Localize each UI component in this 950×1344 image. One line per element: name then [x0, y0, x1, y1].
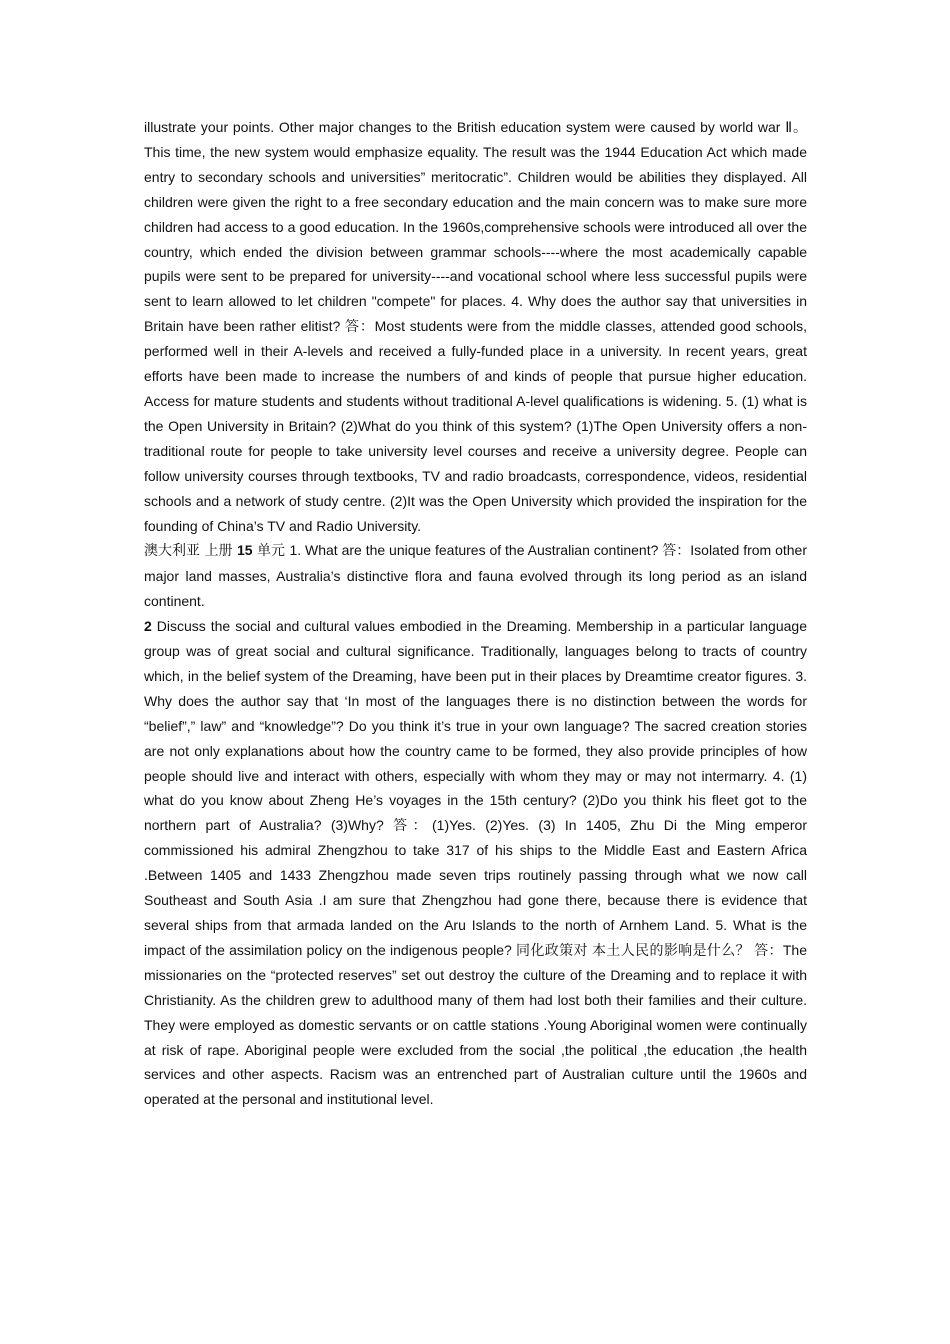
paragraph-dreaming — [144, 614, 807, 1112]
document-page — [144, 115, 807, 1112]
paragraph-australia-unit-heading — [144, 538, 807, 614]
unit-label-prefix: 澳大利亚 上册 — [144, 543, 237, 560]
unit-label-suffix: 单元 — [252, 543, 290, 560]
paragraph-britain-education: illustrate your points. Other major changes to the British education system were caused by world war Ⅱ。 This time, the new system would emphasize equality. The result was the 1944 Education Act which made entry to secondary schools and universities” meritocratic”. Children would be abilities they displayed. All children were given the right to a free secondary education and the main concern was to make sure more children had access to a good education. In the 1960s,comprehensive schools were introduced all over the country, which ended the division between grammar schools----where the most academically capable pupils were sent to be prepared for university----and vocational school where less successful pupils were sent to learn allowed to let children "compete" for places. 4. Why does the author say that universities in Britain have been rather elitist? 答：Most students were from the middle classes, attended good schools, performed well in their A-levels and received a fully-funded place in a university. In recent years, great efforts have been made to increase the numbers of and kinds of people that pursue higher education. Access for mature students and students without traditional A-level qualifications is widening. 5. (1) what is the Open University in Britain? (2)What do you think of this system? (1)The Open University offers a non-traditional route for people to take university level courses and receive a university degree. People can follow university courses through textbooks, TV and radio broadcasts, correspondence, videos, residential schools and a network of study centre. (2)It was the Open University which provided the inspiration for the founding of China’s TV and Radio University. — [144, 119, 807, 534]
paragraph-dreaming-text: Discuss the social and cultural values embodied in the Dreaming. Membership in a particular language group was of great social and cultural significance. Traditionally, languages belong to tracts of country which, in the belief system of the Dreaming, have been put in their places by Dreamtime creator figures. 3. Why does the author say that ‘In most of the languages there is no distinction between the words for “belief”,” law” and “knowledge”? Do you think it’s true in your own language? The sacred creation stories are not only explanations about how the country came to be formed, they also provide principles of how people should live and interact with others, especially with whom they may or may not intermarry. 4. (1) what do you know about Zheng He’s voyages in the 15th century? (2)Do you think his fleet got to the northern part of Australia? (3)Why? 答：(1)Yes. (2)Yes. (3) In 1405, Zhu Di the Ming emperor commissioned his admiral Zhengzhou to take 317 of his ships to the Middle East and Eastern Africa .Between 1405 and 1433 Zhengzhou made seven trips routinely passing through what we now call Southeast and South Asia .I am sure that Zhengzhou had gone there, because there is evidence that several ships from that armada landed on the Aru Islands to the north of Arnhem Land. 5. What is the impact of the assimilation policy on the indigenous people? 同化政策对 本土人民的影响是什么？ 答：The missionaries on the “protected reserves” set out destroy the culture of the Dreaming and to replace it with Christianity. As the children grew to adulthood many of them had lost both their families and their culture. They were employed as domestic servants or on cattle stations .Young Aboriginal women were continually at risk of rape. Aboriginal people were excluded from the social ,the political ,the education ,the health services and other aspects. Racism was an entrenched part of Australian culture until the 1960s and operated at the personal and institutional level. — [144, 618, 807, 1108]
question-number: 2 — [144, 618, 152, 635]
unit-question-1: 1. What are the unique features of the Australian continent? 答：Isolated from other major land masses, Australia’s distinctive flora and fauna evolved through its long period as an island continent. — [144, 542, 808, 610]
unit-number: 15 — [236, 542, 253, 559]
